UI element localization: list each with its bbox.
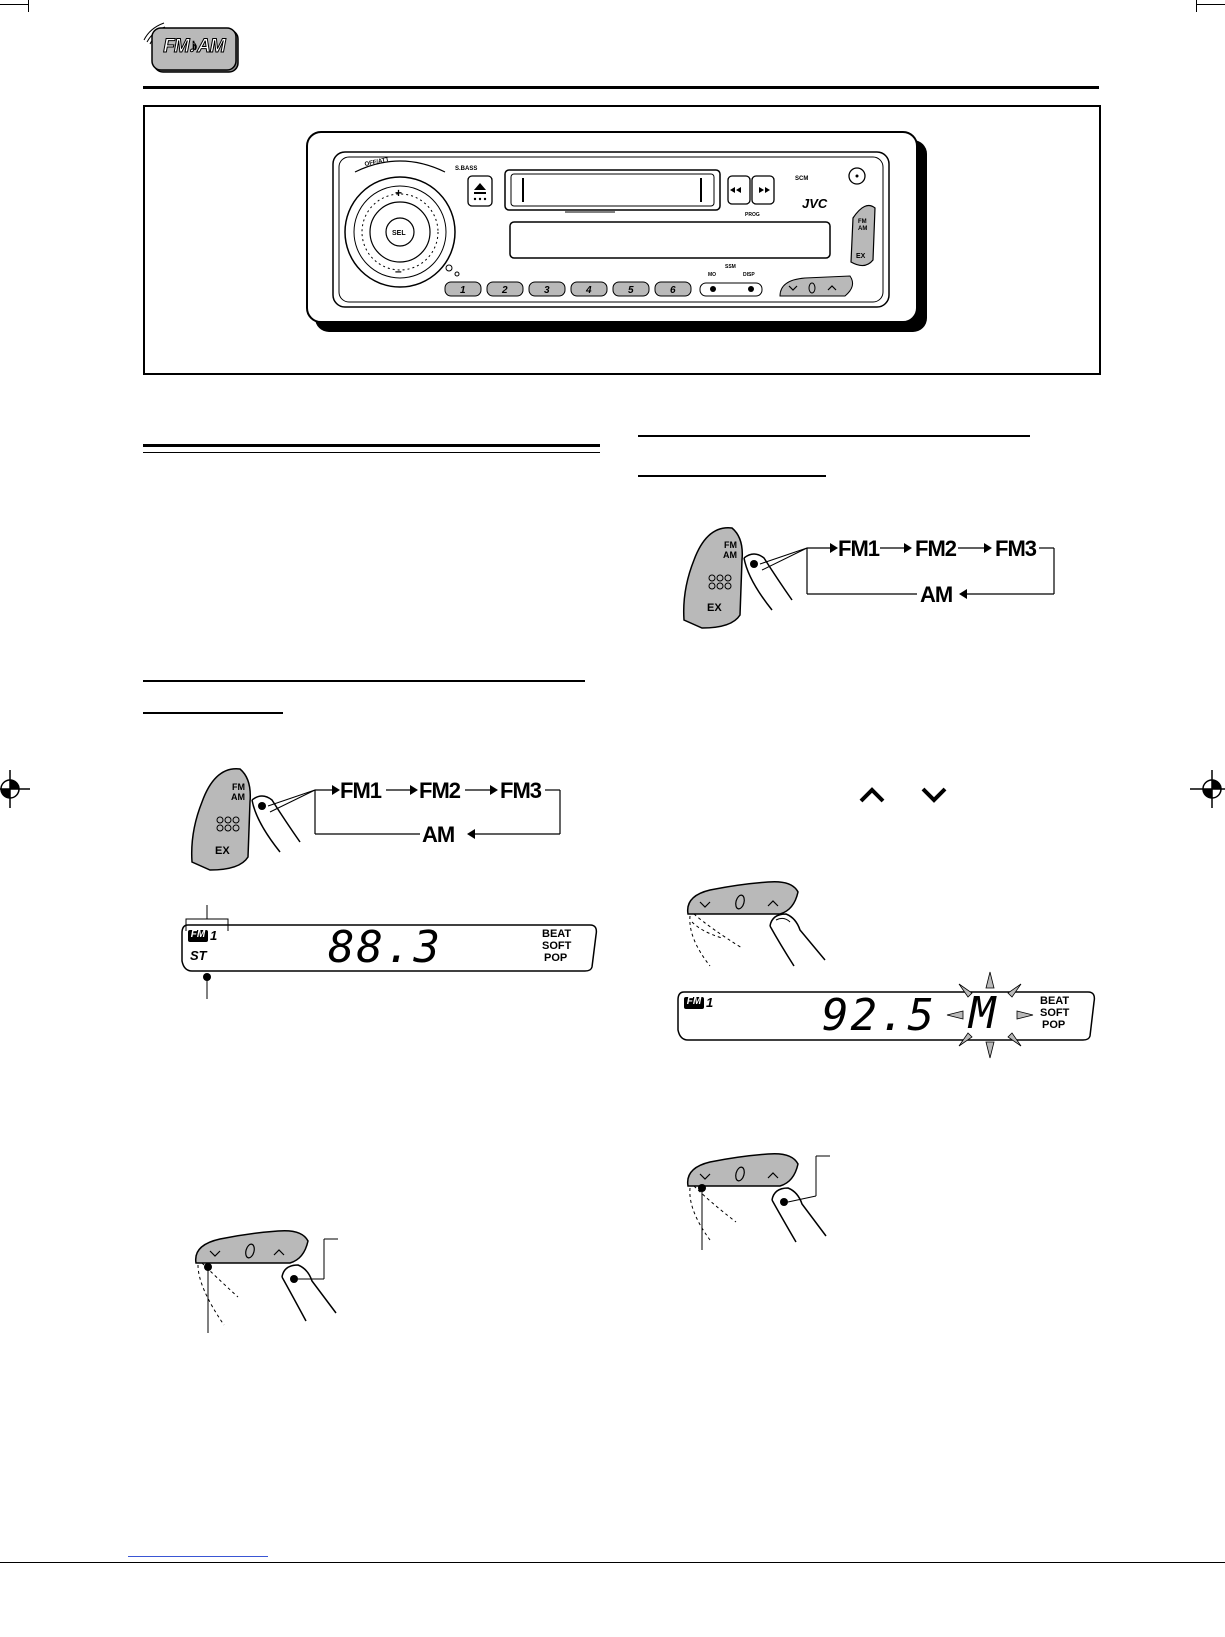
- brand-label: JVC: [802, 196, 828, 211]
- band-am-2: AM: [422, 822, 455, 847]
- band-fm2-2: FM2: [419, 778, 460, 803]
- updown-press-illustration-1: [680, 878, 830, 970]
- updown-press-illustration-3: [188, 1527, 358, 1637]
- left-subheading-rule-2: [143, 712, 283, 714]
- registration-mark-right: [1190, 770, 1225, 808]
- band-indicator-2: FM: [686, 996, 702, 1007]
- band-fm3: FM3: [995, 536, 1036, 561]
- fm-button-label: FM: [724, 540, 737, 550]
- key-1: 1: [460, 285, 466, 296]
- crop-mark-top-right: [1196, 4, 1225, 5]
- sound-mode-soft-2: SOFT: [1040, 1007, 1070, 1019]
- band-number-1: 1: [210, 928, 218, 943]
- up-arrow-icon: [858, 785, 886, 805]
- prog-label: PROG: [745, 212, 760, 218]
- sound-mode-pop-2: POP: [1042, 1019, 1066, 1031]
- display-1-callouts: [180, 895, 240, 1000]
- left-subheading-rule-1: [143, 680, 585, 682]
- band-indicator-1: FM: [190, 929, 206, 940]
- sbass-label: S.BASS: [455, 166, 478, 172]
- display-panel-1: [180, 923, 598, 973]
- mo-label: MO: [708, 272, 717, 278]
- band-cycle-diagram-left: [190, 760, 570, 872]
- badge-label: FM♪AM: [163, 36, 225, 57]
- crop-mark-top-right-v: [1196, 0, 1197, 12]
- stereo-indicator: ST: [190, 948, 207, 963]
- key-2: 2: [502, 285, 508, 296]
- right-subheading-rule-2: [638, 475, 826, 477]
- crop-mark-top-left: [0, 4, 28, 5]
- crop-mark-top-left-v: [28, 0, 29, 12]
- updown-press-illustration-left: [188, 1225, 358, 1335]
- sound-mode-pop-1: POP: [544, 952, 568, 964]
- ex-button-label-2: EX: [215, 845, 230, 857]
- key-4: 4: [586, 285, 592, 296]
- memory-indicator: M: [969, 988, 996, 1039]
- sound-mode-soft-1: SOFT: [542, 940, 572, 952]
- left-section-rule: [143, 444, 600, 447]
- side-fm-label: FM: [858, 219, 867, 225]
- ssm-label: SSM: [725, 264, 736, 270]
- ex-button-label: EX: [707, 602, 722, 614]
- frequency-readout-1: 88.3: [328, 922, 442, 973]
- frequency-readout-2: 92.5: [822, 990, 936, 1041]
- right-subheading-rule-1: [638, 435, 1030, 437]
- sel-label: SEL: [392, 230, 406, 237]
- svg-text:+: +: [395, 186, 403, 200]
- updown-press-illustration-2: [680, 1150, 830, 1250]
- faceplate-illustration: [305, 130, 930, 335]
- band-fm3-2: FM3: [500, 778, 541, 803]
- band-cycle-diagram-right: [682, 520, 1062, 630]
- scm-label: SCM: [795, 176, 809, 182]
- sound-mode-beat-2: BEAT: [1040, 995, 1070, 1007]
- disp-label: DISP: [743, 272, 755, 278]
- header-rule: [143, 86, 1099, 89]
- side-am-label: AM: [858, 226, 868, 232]
- band-fm1-2: FM1: [340, 778, 381, 803]
- am-button-label: AM: [723, 550, 737, 560]
- band-fm1: FM1: [838, 536, 879, 561]
- band-am: AM: [920, 582, 953, 607]
- key-3: 3: [544, 285, 550, 296]
- crop-mark-bottom: [0, 1562, 1225, 1563]
- fm-am-badge: [140, 18, 240, 74]
- down-arrow-icon: [920, 785, 948, 805]
- key-6: 6: [670, 285, 676, 296]
- band-number-2: 1: [706, 995, 714, 1010]
- sound-mode-beat-1: BEAT: [542, 928, 572, 940]
- band-fm2: FM2: [915, 536, 956, 561]
- registration-mark-left: [0, 770, 30, 808]
- am-button-label-2: AM: [231, 792, 245, 802]
- svg-text:–: –: [395, 264, 402, 278]
- left-section-rule-thin: [143, 452, 600, 453]
- fm-button-label-2: FM: [232, 782, 245, 792]
- key-5: 5: [628, 285, 634, 296]
- offatt-label: OFF/ATT: [364, 156, 390, 168]
- side-ex-label: EX: [856, 253, 866, 260]
